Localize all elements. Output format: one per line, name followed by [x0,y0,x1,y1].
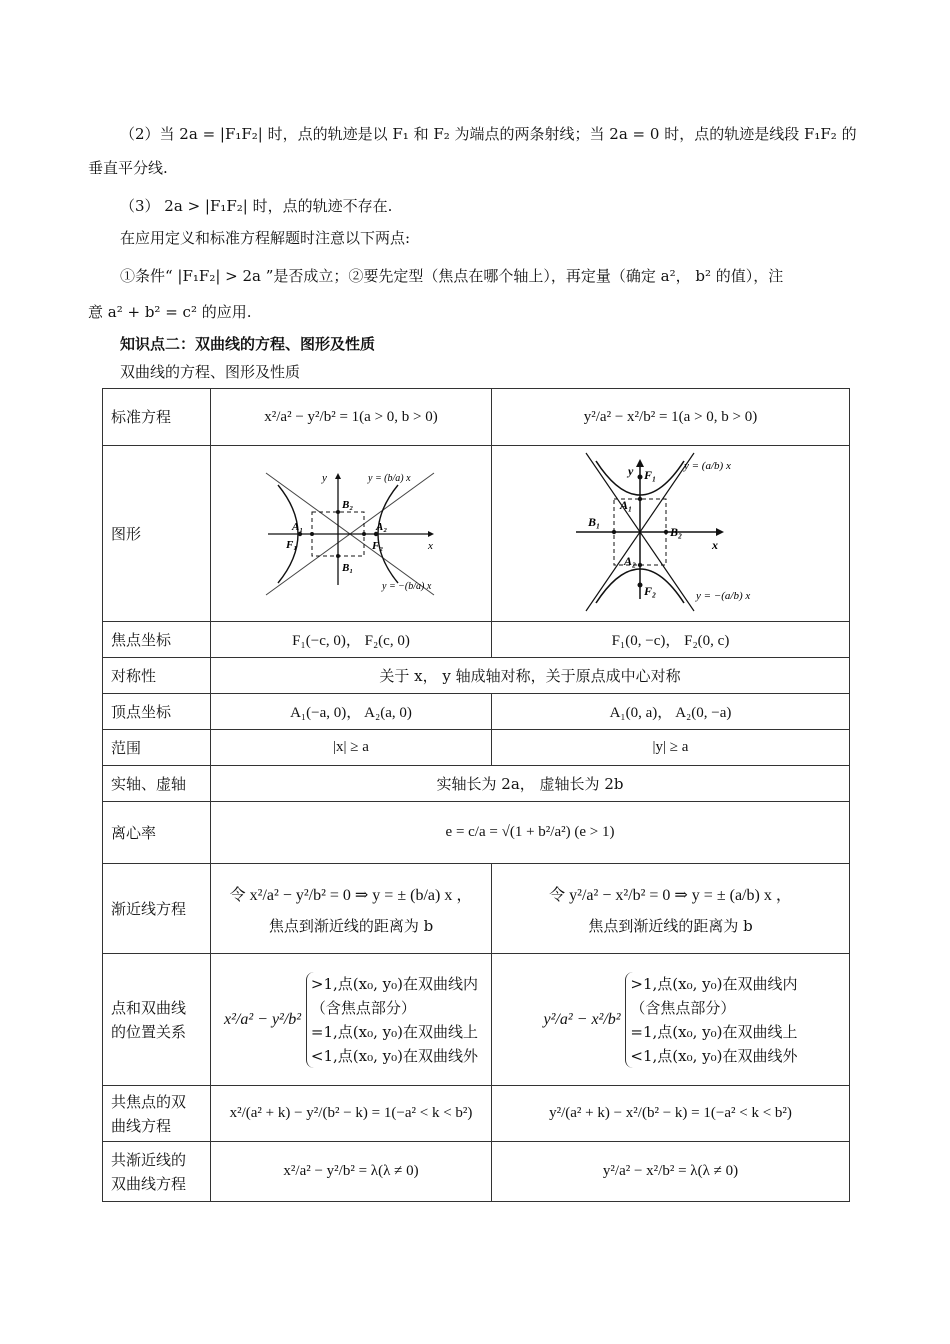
focus-f1-point [637,474,642,479]
asymptote-positive-label: y = (a/b) x [683,459,731,472]
f1-label: F₁ [643,467,656,482]
asymptotes-left [211,864,492,954]
table-row [103,622,850,658]
table-row [103,694,850,730]
row-label-axes: 实轴、虚轴 [103,766,211,802]
row-label-position [103,954,211,1086]
range-left: |x| ≥ a [211,730,492,766]
row-label-foci: 焦点坐标 [103,622,211,658]
row-label-line: 的位置关系 [111,1022,187,1041]
row-label-line: 点和双曲线 [111,998,187,1017]
vertex-a1-point [310,532,314,536]
position-left-expr: x²/a² − y²/b² [224,1010,302,1028]
b2-point [663,529,667,533]
row-label-cofocal [103,1086,211,1142]
hyperbola-y-graph [566,449,776,615]
asymptote-negative-label: y = −(b/a) x [382,580,432,592]
y-axis-arrow-icon [636,459,644,467]
b1-label: B₁ [587,514,600,529]
para-case-2: （2）当 2a = |F₁F₂| 时，点的轨迹是以 F₁ 和 F₂ 为端点的两条射线；当 2a = 0 时，点的轨迹是线段 F₁F₂ 的 [120,125,857,143]
case-on: =1,点(x₀, y₀)在双曲线上 [310,1022,478,1041]
case-note: （含焦点部分） [310,998,416,1017]
vertices-right: A₁(0, a)， A₂(0, −a) [492,694,850,730]
table-row [103,446,850,622]
table-row [103,766,850,802]
b1-point [611,529,615,533]
b2-label: B₂ [669,524,682,539]
asymptote-right-note: 焦点到渐近线的距离为 b [588,916,753,935]
symmetry-value: 关于 x， y 轴成轴对称，关于原点成中心对称 [211,658,850,694]
table-row [103,954,850,1086]
foci-right: F₁(0, −c)， F₂(0, c) [492,622,850,658]
row-label-coasymptote [103,1142,211,1202]
asymptote-positive-label: y = (b/a) x [368,472,411,484]
section-title: 知识点二：双曲线的方程、图形及性质 [120,335,376,353]
x-axis-arrow-icon [716,528,724,536]
table-row [103,389,850,446]
row-label-line: 共渐近线的 [111,1150,187,1169]
para-notes-intro: 在应用定义和标准方程解题时注意以下两点: [120,229,411,247]
focus-f2-point [637,582,642,587]
row-label-symmetry: 对称性 [103,658,211,694]
position-left-cases [306,972,478,1068]
row-label-line: 曲线方程 [111,1116,172,1135]
row-label-graph: 图形 [103,446,211,622]
row-label-asymptotes: 渐近线方程 [103,864,211,954]
y-label: y [322,471,327,484]
position-left [211,954,492,1086]
case-inside: >1,点(x₀, y₀)在双曲线内 [630,974,798,993]
a2-label: A₂ [376,520,388,533]
f2-label: F₂ [643,583,656,598]
asymptotes-right [492,864,850,954]
a1-label: A₁ [619,497,632,512]
position-right-expr: y²/a² − x²/b² [543,1010,621,1028]
vertex-a1-point [637,496,641,500]
table-row [103,730,850,766]
graph-left-cell [211,446,492,622]
range-right: |y| ≥ a [492,730,850,766]
case-outside: <1,点(x₀, y₀)在双曲线外 [630,1046,798,1065]
properties-table [102,388,850,1202]
std-eq-right: y²/a² − x²/b² = 1(a > 0, b > 0) [492,389,850,446]
y-axis-arrow-icon [335,473,341,479]
hyperbola-x-graph [256,467,446,597]
x-label: x [711,537,718,552]
a1-label: A₁ [292,520,304,533]
foci-left: F₁(−c, 0)， F₂(c, 0) [211,622,492,658]
b1-label: B₁ [342,561,354,574]
row-label-line: 双曲线方程 [111,1174,187,1193]
para-case-2-cont: 垂直平分线. [88,159,168,177]
row-label-range: 范围 [103,730,211,766]
row-label-line: 共焦点的双 [111,1092,187,1111]
f1-label: F₁ [286,538,298,551]
eccentricity-value: e = c/a = √(1 + b²/a²) (e > 1) [211,802,850,864]
x-label: x [428,539,433,552]
position-right [492,954,850,1086]
case-note: （含焦点部分） [630,998,736,1017]
table-caption: 双曲线的方程、图形及性质 [120,363,301,381]
asymptote-left-note: 焦点到渐近线的距离为 b [268,916,434,935]
vertex-a2-point [637,562,641,566]
asymptote-right-eq: 令 y²/a² − x²/b² = 0 ⇒ y = ± (a/b) x ， [549,886,792,904]
cofocal-right: y²/(a² + k) − x²/(b² − k) = 1(−a² < k < b²) [492,1086,850,1142]
table-row [103,864,850,954]
asymptote-negative-label: y = −(a/b) x [695,589,750,602]
para-notes: ①条件“ |F₁F₂| > 2a ”是否成立；②要先定型（焦点在哪个轴上），再定量（确定 a²， b² 的值），注 [120,267,784,285]
para-case-3: （3） 2a > |F₁F₂| 时，点的轨迹不存在. [120,197,393,215]
table-row [103,802,850,864]
coasymptote-right: y²/a² − x²/b² = λ(λ ≠ 0) [492,1142,850,1202]
axes-value: 实轴长为 2a， 虚轴长为 2b [211,766,850,802]
std-eq-left: x²/a² − y²/b² = 1(a > 0, b > 0) [211,389,492,446]
table-row [103,1086,850,1142]
vertices-left: A₁(−a, 0)， A₂(a, 0) [211,694,492,730]
f2-label: F₂ [372,539,384,552]
x-axis-arrow-icon [428,531,434,537]
b2-label: B₂ [342,498,354,511]
table-row [103,1142,850,1202]
case-on: =1,点(x₀, y₀)在双曲线上 [630,1022,798,1041]
vertex-a2-point [362,532,366,536]
b2-point [336,510,340,514]
table-row [103,658,850,694]
cofocal-left: x²/(a² + k) − y²/(b² − k) = 1(−a² < k < b²) [211,1086,492,1142]
asymptote-left-eq: 令 x²/a² − y²/b² = 0 ⇒ y = ± (b/a) x ， [229,886,473,904]
case-inside: >1,点(x₀, y₀)在双曲线内 [310,974,478,993]
row-label-eccentricity: 离心率 [103,802,211,864]
y-label: y [627,463,633,478]
a2-label: A₂ [623,553,636,568]
graph-right-cell [492,446,850,622]
coasymptote-left: x²/a² − y²/b² = λ(λ ≠ 0) [211,1142,492,1202]
position-right-cases [625,972,797,1068]
row-label-vertices: 顶点坐标 [103,694,211,730]
case-outside: <1,点(x₀, y₀)在双曲线外 [310,1046,478,1065]
para-notes-cont: 意 a² + b² = c² 的应用. [88,303,252,321]
b1-point [336,554,340,558]
row-label-std-eq: 标准方程 [103,389,211,446]
